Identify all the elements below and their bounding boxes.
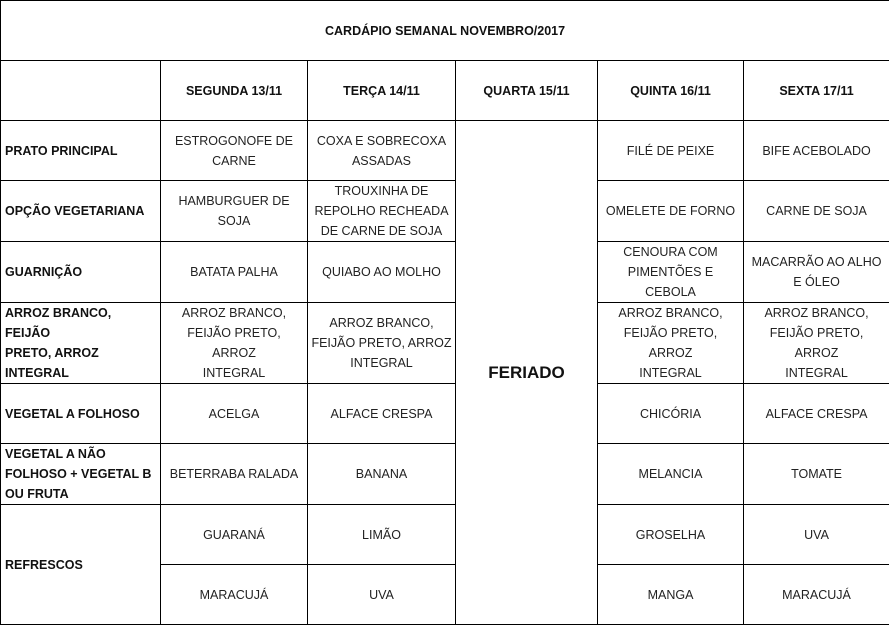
cell-text-line: FOLHOSO + VEGETAL B [5,464,157,484]
cell-text-line: VEGETAL A FOLHOSO [5,404,157,424]
menu-cell-friday [744,303,889,384]
cell-text-line: TOMATE [747,464,886,484]
menu-cell-friday [744,384,889,444]
menu-row [1,121,889,181]
header-tuesday: TERÇA 14/11 [308,61,456,121]
cell-text-line: ASSADAS [311,151,452,171]
header-friday: SEXTA 17/11 [744,61,889,121]
cell-text-line: MANGA [601,585,740,605]
cell-text-line: ARROZ BRANCO, [164,303,304,323]
drink-cell-thursday [598,565,744,625]
cell-text-line: QUIABO AO MOLHO [311,262,452,282]
menu-cell-monday [161,444,308,505]
menu-cell-tuesday [308,384,456,444]
cell-text-line: COXA E SOBRECOXA [311,131,452,151]
menu-cell-monday [161,181,308,242]
holiday-cell: FERIADO [456,121,598,625]
cell-text-line: GROSELHA [601,525,740,545]
cell-text-line: OPÇÃO VEGETARIANA [5,201,157,221]
cell-text-line: DE CARNE DE SOJA [311,221,452,241]
menu-row [1,181,889,242]
cell-text-line: INTEGRAL [601,363,740,383]
cell-text-line: TROUXINHA DE [311,181,452,201]
menu-cell-monday [161,303,308,384]
cell-text-line: UVA [747,525,886,545]
cell-text-line: ARROZ BRANCO, FEIJÃO [5,303,157,343]
cell-text-line: PRETO, ARROZ INTEGRAL [5,343,157,383]
menu-cell-thursday [598,444,744,505]
cell-text-line: LIMÃO [311,525,452,545]
menu-row [1,242,889,303]
cell-text-line: GUARANÁ [164,525,304,545]
cell-text-line: MARACUJÁ [747,585,886,605]
menu-cell-tuesday [308,444,456,505]
row-label [1,384,161,444]
header-empty-cell [1,61,161,121]
menu-cell-thursday [598,303,744,384]
cell-text-line: E ÓLEO [747,272,886,292]
drink-cell-monday [161,565,308,625]
drink-cell-friday [744,505,889,565]
cell-text-line: REPOLHO RECHEADA [311,201,452,221]
cell-text-line: CARNE DE SOJA [747,201,886,221]
cell-text-line: INTEGRAL [164,363,304,383]
header-wednesday: QUARTA 15/11 [456,61,598,121]
cell-text-line: MARACUJÁ [164,585,304,605]
menu-cell-friday [744,121,889,181]
cell-text-line: ALFACE CRESPA [747,404,886,424]
cell-text-line: BIFE ACEBOLADO [747,141,886,161]
title-row [1,1,889,61]
cell-text-line: CHICÓRIA [601,404,740,424]
menu-cell-tuesday [308,303,456,384]
menu-cell-thursday [598,242,744,303]
menu-cell-thursday [598,384,744,444]
cell-text-line: MELANCIA [601,464,740,484]
cell-text-line: CENOURA COM [601,242,740,262]
header-row [1,61,889,121]
cell-text-line: REFRESCOS [5,555,157,575]
menu-cell-thursday [598,181,744,242]
drink-cell-friday [744,565,889,625]
refrescos-row [1,505,889,565]
menu-cell-friday [744,444,889,505]
menu-row [1,303,889,384]
menu-cell-friday [744,242,889,303]
menu-cell-tuesday [308,242,456,303]
cell-text-line: CARNE [164,151,304,171]
row-label [1,242,161,303]
cell-text-line: ARROZ BRANCO, [747,303,886,323]
cell-text-line: BANANA [311,464,452,484]
cell-text-line: INTEGRAL [311,353,452,373]
cell-text-line: INTEGRAL [747,363,886,383]
row-label [1,121,161,181]
cell-text-line: ARROZ BRANCO, [601,303,740,323]
drink-cell-tuesday [308,565,456,625]
menu-title: CARDÁPIO SEMANAL NOVEMBRO/2017 [1,1,889,61]
menu-cell-monday [161,384,308,444]
cell-text-line: FEIJÃO PRETO, ARROZ [747,323,886,363]
menu-cell-monday [161,121,308,181]
header-thursday: QUINTA 16/11 [598,61,744,121]
cell-text-line: BETERRABA RALADA [164,464,304,484]
cell-text-line: VEGETAL A NÃO [5,444,157,464]
menu-cell-tuesday [308,181,456,242]
row-label [1,181,161,242]
cell-text-line: BATATA PALHA [164,262,304,282]
cell-text-line: PRATO PRINCIPAL [5,141,157,161]
cell-text-line: MACARRÃO AO ALHO [747,252,886,272]
cell-text-line: PIMENTÕES E CEBOLA [601,262,740,302]
cell-text-line: HAMBURGUER DE SOJA [164,191,304,231]
cell-text-line: ACELGA [164,404,304,424]
menu-cell-thursday [598,121,744,181]
cell-text-line: GUARNIÇÃO [5,262,157,282]
row-label [1,444,161,505]
cell-text-line: OU FRUTA [5,484,157,504]
menu-cell-tuesday [308,121,456,181]
cell-text-line: FEIJÃO PRETO, ARROZ [311,333,452,353]
cell-text-line: UVA [311,585,452,605]
menu-cell-friday [744,181,889,242]
header-monday: SEGUNDA 13/11 [161,61,308,121]
drink-cell-tuesday [308,505,456,565]
menu-row [1,384,889,444]
drink-cell-monday [161,505,308,565]
cell-text-line: FEIJÃO PRETO, ARROZ [164,323,304,363]
cell-text-line: ARROZ BRANCO, [311,313,452,333]
drink-cell-thursday [598,505,744,565]
row-label-refrescos [1,505,161,625]
menu-row [1,444,889,505]
cell-text-line: ESTROGONOFE DE [164,131,304,151]
cell-text-line: FEIJÃO PRETO, ARROZ [601,323,740,363]
cell-text-line: ALFACE CRESPA [311,404,452,424]
row-label [1,303,161,384]
cell-text-line: FILÉ DE PEIXE [601,141,740,161]
menu-cell-monday [161,242,308,303]
cell-text-line: OMELETE DE FORNO [601,201,740,221]
